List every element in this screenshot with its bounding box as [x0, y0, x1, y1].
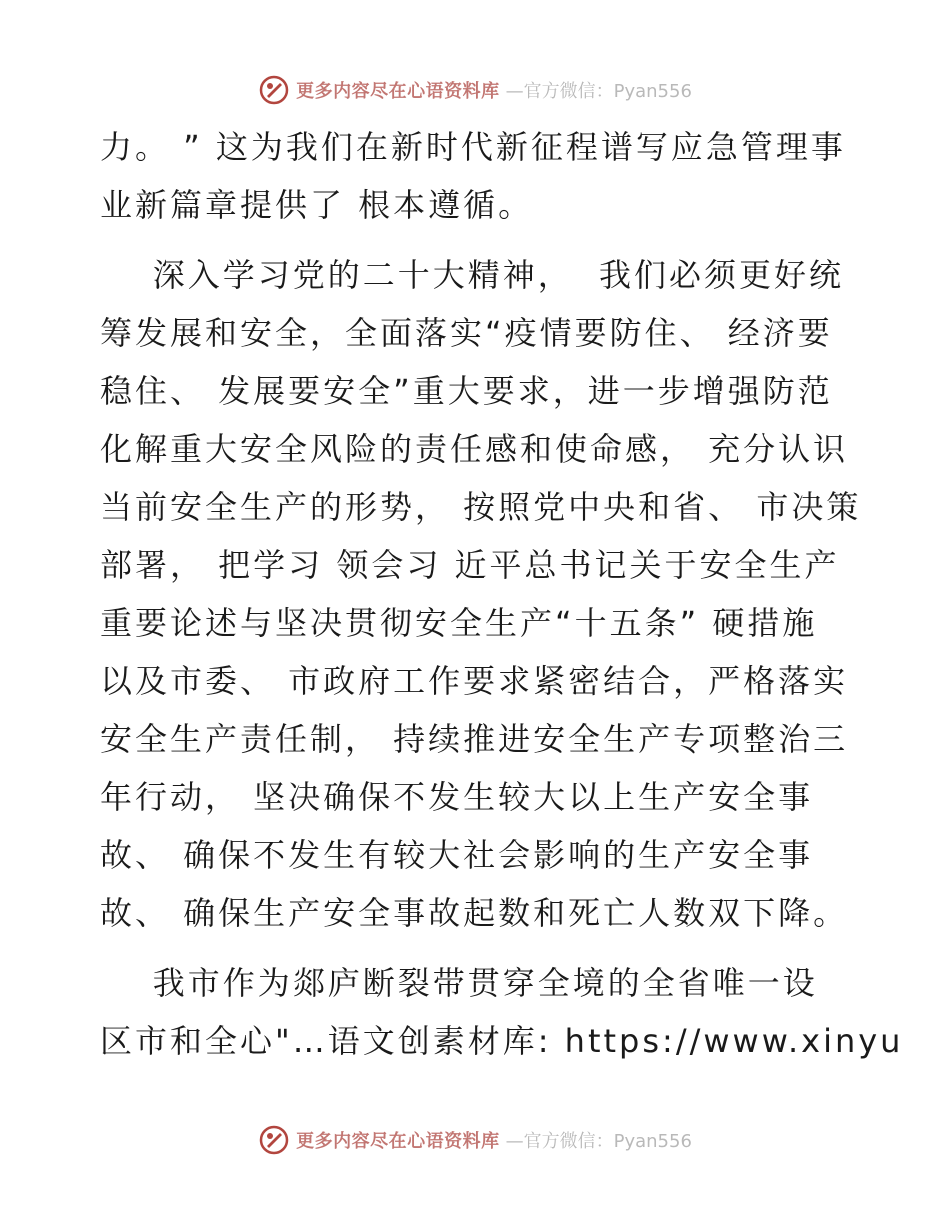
paragraph — [100, 118, 860, 234]
text-line: 故、 确保生产安全事故起数和死亡人数双下降。 — [100, 894, 849, 932]
text-line: 部署， 把学习 领会习 近平总书记关于安全生产 — [100, 546, 840, 584]
text-line: 业新篇章提供了 根本遵循。 — [100, 186, 534, 224]
text-line: 区市和全心"…语文创素材库: https://www.xinyu — [100, 1022, 904, 1060]
text-line: 当前安全生产的形势， 按照党中央和省、 市决策 — [100, 488, 862, 526]
text-line: 故、 确保不发生有较大社会影响的生产安全事 — [100, 836, 814, 874]
header-watermark — [0, 74, 950, 106]
text-line: 以及市委、 市政府工作要求紧密结合，严格落实 — [100, 662, 849, 700]
footer-watermark — [0, 1124, 950, 1156]
text-line: 稳住、 发展要安全”重大要求，进一步增强防范 — [100, 372, 833, 410]
text-line: 年行动， 坚决确保不发生较大以上生产安全事 — [100, 778, 814, 816]
text-line: 深入学习党的二十大精神， 我们必须更好统 — [100, 256, 845, 294]
watermark-text: 更多内容尽在心语资料库 — [296, 81, 500, 102]
text-line: 力。 ” 这为我们在新时代新征程谱写应急管理事 — [100, 128, 846, 166]
watermark-wechat: —官方微信：Pyan556 — [505, 81, 692, 102]
text-line: 重要论述与坚决贯彻安全生产“十五条” 硬措施 — [100, 604, 818, 642]
watermark-text: 更多内容尽在心语资料库 — [296, 1131, 500, 1152]
brand-logo-icon — [258, 74, 290, 106]
text-line: 安全生产责任制， 持续推进安全生产专项整治三 — [100, 720, 849, 758]
paragraph — [100, 954, 904, 1070]
paragraph — [100, 246, 860, 942]
document-body — [100, 118, 904, 1070]
text-line: 筹发展和安全，全面落实“疫情要防住、 经济要 — [100, 314, 833, 352]
text-line: 我市作为郯庐断裂带贯穿全境的全省唯一设 — [100, 964, 818, 1002]
text-line: 化解重大安全风险的责任感和使命感， 充分认识 — [100, 430, 849, 468]
watermark-wechat: —官方微信：Pyan556 — [505, 1131, 692, 1152]
brand-logo-icon — [258, 1124, 290, 1156]
